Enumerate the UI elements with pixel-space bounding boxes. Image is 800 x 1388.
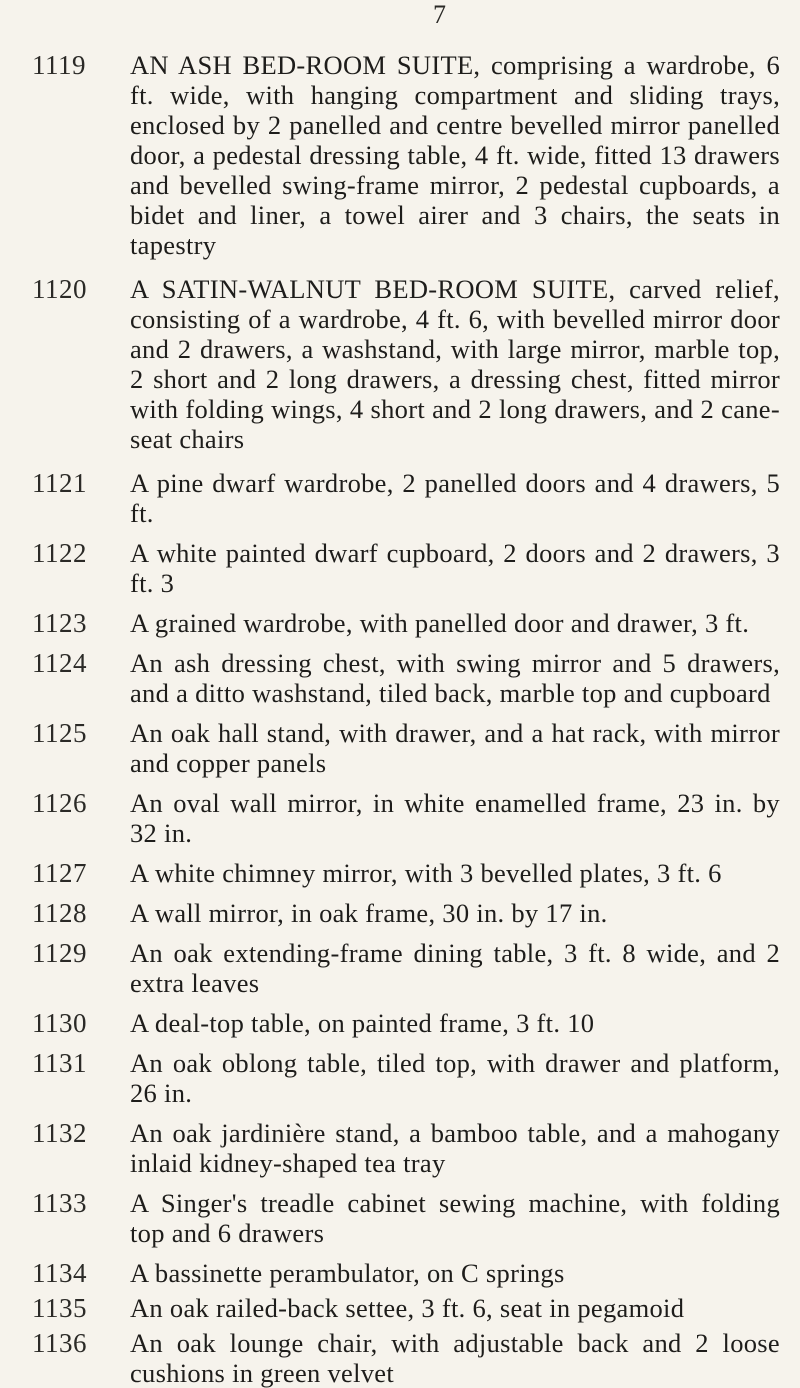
lot-entry	[0, 648, 800, 708]
lot-description: A white painted dwarf cupboard, 2 doors and 2 drawers, 3 ft. 3	[130, 538, 780, 598]
lot-number: 1121	[32, 468, 87, 498]
lot-number: 1133	[32, 1188, 87, 1218]
lot-entry	[0, 858, 800, 888]
lot-number: 1119	[32, 50, 86, 80]
lot-description: A Singer's treadle cabinet sewing machine, with folding top and 6 drawers	[130, 1188, 780, 1248]
lot-description: An oak oblong table, tiled top, with drawer and platform, 26 in.	[130, 1048, 780, 1108]
lot-number: 1129	[32, 938, 87, 968]
lot-description: A wall mirror, in oak frame, 30 in. by 17 in.	[130, 898, 608, 928]
lot-entry	[0, 274, 800, 454]
lot-entry	[0, 608, 800, 638]
lot-number: 1127	[32, 858, 87, 888]
lot-list	[0, 50, 800, 1388]
lot-description: An oak lounge chair, with adjustable back and 2 loose cushions in green velvet	[130, 1328, 780, 1388]
lot-number: 1131	[32, 1048, 87, 1078]
lot-entry	[0, 898, 800, 928]
lot-entry	[0, 468, 800, 528]
lot-entry	[0, 1258, 800, 1288]
lot-entry	[0, 50, 800, 260]
lot-description: A bassinette perambulator, on C springs	[130, 1258, 565, 1288]
lot-entry	[0, 1328, 800, 1388]
lot-number: 1132	[32, 1118, 87, 1148]
lot-description: A SATIN-WALNUT BED-ROOM SUITE, carved relief, consisting of a wardrobe, 4 ft. 6, with bevelled mirror door and 2 drawers, a washstand, with large mirror, marble top, 2 short and 2 long drawers, a dressing chest, fitted mirror with folding wings, 4 short and 2 long drawers, and 2 cane-seat chairs	[130, 274, 780, 454]
lot-description: An oak jardinière stand, a bamboo table, and a mahogany inlaid kidney-shaped tea tray	[130, 1118, 780, 1178]
lot-entry	[0, 1118, 800, 1178]
lot-number: 1123	[32, 608, 87, 638]
lot-entry	[0, 788, 800, 848]
lot-description: A deal-top table, on painted frame, 3 ft. 10	[130, 1008, 595, 1038]
lot-number: 1130	[32, 1008, 87, 1038]
lot-description: A white chimney mirror, with 3 bevelled plates, 3 ft. 6	[130, 858, 722, 888]
lot-entry	[0, 938, 800, 998]
lot-description: An oak railed-back settee, 3 ft. 6, seat in pegamoid	[130, 1293, 685, 1323]
lot-description: An oak hall stand, with drawer, and a hat rack, with mirror and copper panels	[130, 718, 780, 778]
lot-number: 1122	[32, 538, 87, 568]
lot-number: 1134	[32, 1258, 87, 1288]
lot-entry	[0, 1048, 800, 1108]
lot-entry	[0, 538, 800, 598]
lot-description: An ash dressing chest, with swing mirror and 5 drawers, and a ditto washstand, tiled back, marble top and cupboard	[130, 648, 780, 708]
lot-number: 1136	[32, 1328, 87, 1358]
lot-entry	[0, 718, 800, 778]
lot-entry	[0, 1188, 800, 1248]
lot-number: 1126	[32, 788, 87, 818]
lot-description: A grained wardrobe, with panelled door and drawer, 3 ft.	[130, 608, 750, 638]
lot-number: 1124	[32, 648, 87, 678]
lot-number: 1135	[32, 1293, 87, 1323]
lot-number: 1128	[32, 898, 87, 928]
lot-entry	[0, 1008, 800, 1038]
lot-number: 1120	[32, 274, 87, 304]
lot-description: An oak extending-frame dining table, 3 ft. 8 wide, and 2 extra leaves	[130, 938, 780, 998]
lot-description: AN ASH BED-ROOM SUITE, comprising a wardrobe, 6 ft. wide, with hanging compartment and sliding trays, enclosed by 2 panelled and centre bevelled mirror panelled door, a pedestal dressing table, 4 ft. wide, fitted 13 drawers and bevelled swing-frame mirror, 2 pedestal cupboards, a bidet and liner, a towel airer and 3 chairs, the seats in tapestry	[130, 50, 780, 260]
page-corner-mark: 7	[433, 0, 446, 29]
lot-description: An oval wall mirror, in white enamelled frame, 23 in. by 32 in.	[130, 788, 780, 848]
lot-entry	[0, 1293, 800, 1323]
lot-description: A pine dwarf wardrobe, 2 panelled doors and 4 drawers, 5 ft.	[130, 468, 780, 528]
lot-number: 1125	[32, 718, 87, 748]
